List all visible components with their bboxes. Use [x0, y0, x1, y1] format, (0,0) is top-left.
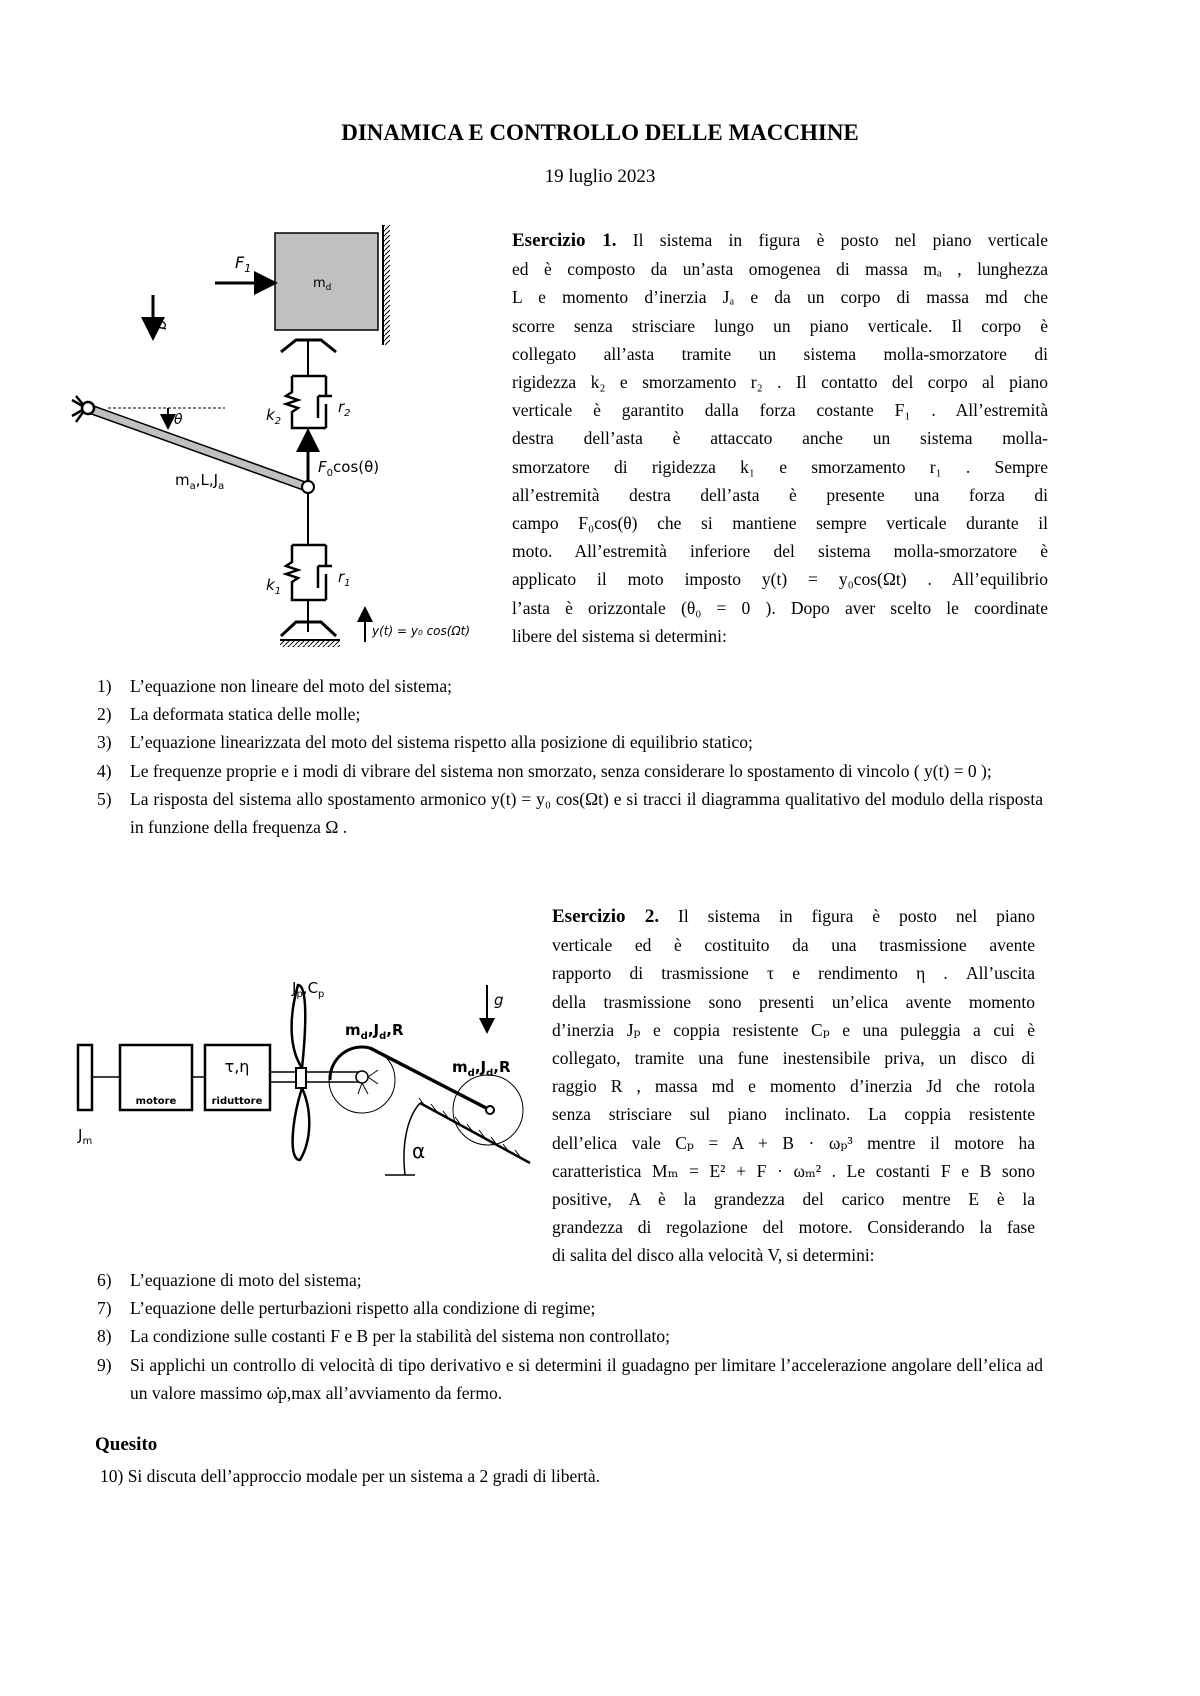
question-item: 6) L’equazione di moto del sistema;	[97, 1270, 362, 1290]
ex1-line: L e momento d’inerzia Jₐ e da un corpo di massa md che	[512, 287, 1048, 308]
exercise-1-questions	[97, 672, 1043, 841]
label-g: g	[153, 320, 172, 331]
ex1-line: collegato all’asta tramite un sistema molla-smorzatore di	[512, 343, 1048, 364]
label-jp-cp: $J_p,C_p$	[292, 979, 325, 1000]
ex1-line: campo F₀cos(θ) che si mantiene sempre verticale durante il	[512, 513, 1048, 534]
ex1-line: rigidezza k₂ e smorzamento r₂ . Il contatto del corpo al piano	[512, 372, 1048, 393]
label-k2: $k_2$	[266, 406, 282, 427]
ex1-line: smorzatore di rigidezza k₁ e smorzamento r₁ . Sempre	[512, 456, 1048, 477]
ex2-line: verticale ed è costituito da una trasmissione avente	[552, 935, 1035, 956]
ex1-line: destra dell’asta è attaccato anche un sistema molla-	[512, 428, 1048, 449]
label-md: $m_d$	[313, 276, 332, 293]
spring-damper-2	[286, 376, 332, 428]
ex1-line: libere del sistema si determini:	[512, 625, 727, 646]
label-rod: $m_a,L,J_a$	[175, 471, 225, 492]
spring-damper-1	[286, 545, 332, 600]
page-title: DINAMICA E CONTROLLO DELLE MACCHINE	[341, 120, 859, 145]
mass-block	[275, 233, 378, 330]
exercise-1-text	[512, 226, 1048, 650]
question-item: 3) L’equazione linearizzata del moto del sistema rispetto alla posizione di equilibrio statico;	[97, 732, 753, 753]
label-riduttore: riduttore	[211, 1096, 263, 1107]
label-jm: $J_m$	[78, 1126, 93, 1147]
ground-hatch	[280, 641, 340, 647]
quesito-question	[100, 1462, 1046, 1490]
question-number: 10)	[100, 1466, 124, 1486]
ex2-line: della trasmissione sono presenti un’elica avente momento	[552, 991, 1035, 1012]
ex1-line: ed è composto da un’asta omogenea di massa mₐ , lunghezza	[512, 259, 1048, 280]
question-item: 8) La condizione sulle costanti F e B per la stabilità del sistema non controllato;	[97, 1326, 670, 1347]
ex2-line: collegato, tramite una fune inestensibile priva, un disco di	[552, 1048, 1035, 1069]
ex2-line: senza strisciare sul piano inclinato. La coppia resistente	[552, 1104, 1035, 1125]
rod-end-node	[302, 481, 314, 493]
ex2-line: d’inerzia Jₚ e coppia resistente Cₚ e una puleggia a cui è	[552, 1019, 1035, 1040]
ex1-line: applicato il moto imposto y(t) = y₀cos(Ωt) . All’equilibrio	[512, 569, 1048, 590]
exercise-1-heading: Esercizio 1.	[512, 230, 617, 251]
label-pulley: $m_d,J_d,R$	[345, 1021, 404, 1042]
exercise-2-questions	[97, 1266, 1043, 1407]
ex1-line: Esercizio 1. Il sistema in figura è posto nel piano verticale	[512, 230, 1048, 251]
question-item: 2) La deformata statica delle molle;	[97, 704, 361, 725]
label-r2: $r_2$	[338, 398, 351, 419]
ex1-line: verticale è garantito dalla forza costante F₁ . All’estremità	[512, 400, 1048, 421]
ex2-line: positive, A è la grandezza del carico mentre E è la	[552, 1189, 1035, 1210]
label-theta: θ	[174, 412, 183, 428]
ex1-line: all’estremità destra dell’asta è presente una forza di	[512, 484, 1048, 505]
exam-date: 19 luglio 2023	[544, 166, 656, 187]
figure-exercise-1	[0, 0, 560, 680]
exercise-2-heading: Esercizio 2.	[552, 906, 660, 927]
propeller-blade-bottom	[293, 1088, 310, 1160]
ex2-line: di salita del disco alla velocità V, si determini:	[552, 1245, 875, 1266]
question-item: 7) L’equazione delle perturbazioni rispetto alla condizione di regime;	[97, 1298, 596, 1319]
ex1-line: l’asta è orizzontale (θ₀ = 0 ). Dopo aver scelto le coordinate	[512, 597, 1048, 618]
label-alpha: α	[412, 1139, 426, 1163]
quesito-heading: Quesito	[95, 1434, 158, 1455]
label-k1: $k_1$	[266, 576, 282, 597]
ex2-line: raggio R , massa md e momento d’inerzia Jd che rotola	[552, 1076, 1035, 1097]
pivot-hinge	[72, 396, 94, 422]
flywheel-jm	[78, 1045, 92, 1110]
propeller-hub	[296, 1068, 306, 1088]
question-item: 1) L’equazione non lineare del moto del sistema;	[97, 676, 453, 696]
label-g: g	[494, 991, 504, 1009]
ex1-line: scorre senza strisciare lungo un piano verticale. Il corpo è	[512, 315, 1048, 336]
ex2-line: grandezza di regolazione del motore. Considerando la fase	[552, 1217, 1035, 1238]
figure-exercise-2	[0, 960, 550, 1200]
pulley-hub	[356, 1071, 368, 1083]
label-disk: $m_d,J_d,R$	[452, 1058, 511, 1079]
ex1-line: moto. All’estremità inferiore del sistema molla-smorzatore è	[512, 541, 1048, 562]
question-item: 5) La risposta del sistema allo spostamento armonico y(t) = y₀ cos(Ωt) e si tracci il diagramma qualitativo del modulo della risposta in funzione della frequenza Ω .	[97, 788, 1043, 838]
question-text: Si discuta dell’approccio modale per un sistema a 2 gradi di libertà.	[127, 1466, 601, 1486]
ex2-line: rapporto di trasmissione τ e rendimento η . All’uscita	[552, 963, 1035, 984]
label-tau-eta: τ,η	[224, 1057, 250, 1076]
label-f0cos: $F_0\cos(\theta)$	[318, 458, 380, 479]
question-item: 9) Si applichi un controllo di velocità di tipo derivativo e si determini il guadagno per limitare l’accelerazione angolare dell’elica ad un valore massimo ω̇p,max all’avviamento da fermo.	[97, 1354, 1043, 1403]
question-item: 4) Le frequenze proprie e i modi di vibrare del sistema non smorzato, senza considerare lo spostamento di vincolo ( y(t) = 0 );	[97, 760, 992, 781]
ex2-line: caratteristica Mₘ = E² + F · ωₘ² . Le costanti F e B sono	[552, 1160, 1035, 1181]
label-r1: $r_1$	[338, 568, 351, 589]
ex2-line: dell’elica vale Cₚ = A + B · ωₚ³ mentre il motore ha	[552, 1132, 1035, 1153]
label-motore: motore	[135, 1096, 177, 1107]
exercise-2-text	[552, 902, 1035, 1270]
ex2-line: Esercizio 2. Il sistema in figura è posto nel piano	[552, 906, 1036, 927]
label-f1: $F_1$	[235, 253, 252, 275]
label-imposed-motion: y(t) = y₀ cos(Ωt)	[372, 624, 471, 638]
